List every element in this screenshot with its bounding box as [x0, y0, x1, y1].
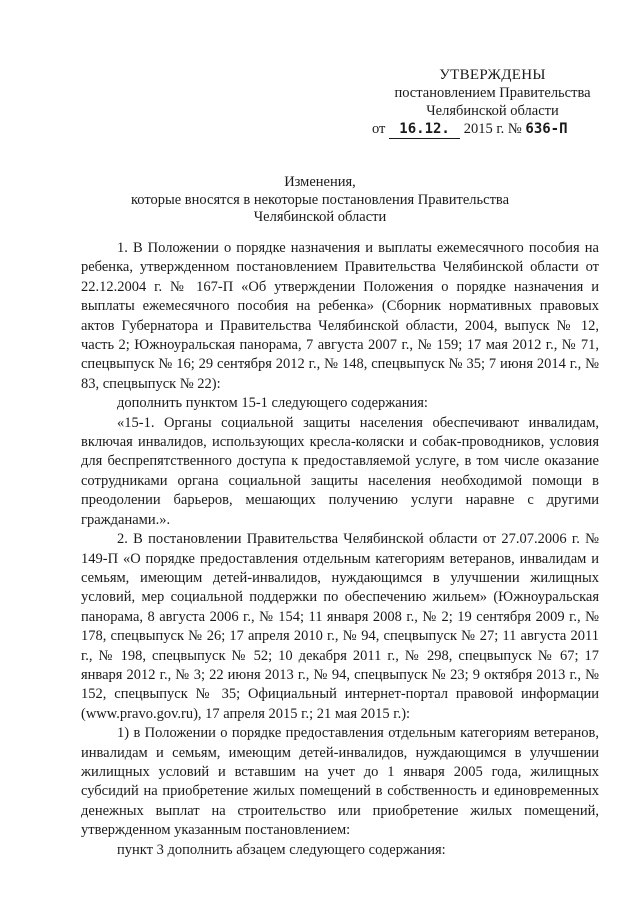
document-body [81, 239, 599, 860]
decree-number: 636-П [525, 121, 568, 137]
date-value: 16.12. [399, 121, 450, 137]
paragraph-5: 1) в Положении о порядке предоставления отдельным категориям ветеранов, инвалидам и семьям, имеющим детей-инвалидов, нуждающимся в улучшении жилищных условий и вставшим на учет до 1 января 2005 года, жилищных субсидий на приобретение жилых помещений в собственность и единовременных денежных выплат на строительство или приобретение жилых помещений, утвержденном указанным постановлением: [81, 725, 599, 839]
paragraph-2: дополнить пунктом 15-1 следующего содержания: [117, 395, 428, 412]
approval-heading: УТВЕРЖДЕНЫ [439, 67, 546, 83]
title-line-1: Изменения, [284, 174, 356, 190]
paragraph-3: «15-1. Органы социальной защиты населения обеспечивают инвалидам, включая инвалидов, использующих кресла-коляски и собак-проводников, условия для беспрепятственного доступа к предоставляемой услуге, в том числе оказание сотрудниками органа социальной защиты населения необходимой помощи в преодолении барьеров, мешающих получению услуги наравне с другими гражданами.». [81, 414, 599, 528]
paragraph-1: 1. В Положении о порядке назначения и выплаты ежемесячного пособия на ребенка, утвержденном постановлением Правительства Челябинской области от 22.12.2004 г. № 167-П «Об утверждении Положения о порядке назначения и выплаты ежемесячного пособия на ребенка» (Сборник нормативных правовых актов Губернатора и Правительства Челябинской области, 2004, выпуск № 12, часть 2; Южноуральская панорама, 7 августа 2007 г., № 159; 17 мая 2012 г., № 71, спецвыпуск № 16; 29 сентября 2012 г., № 148, спецвыпуск № 35; 7 июня 2014 г., № 83, спецвыпуск № 22): [81, 240, 599, 392]
title-line-3: Челябинской области [253, 209, 387, 225]
date-prefix: от [372, 121, 386, 137]
approval-date-row [372, 121, 612, 139]
paragraph-4: 2. В постановлении Правительства Челябинской области от 27.07.2006 г. № 149-П «О порядке предоставления отдельным категориям ветеранов, инвалидам и семьям, имеющим детей-инвалидов, нуждающимся в улучшении жилищных условий, мер социальной поддержки по обеспечению жильем» (Южноуральская панорама, 8 августа 2006 г., № 154; 11 января 2008 г., № 2; 19 сентября 2009 г., № 178, спецвыпуск № 26; 17 апреля 2010 г., № 94, спецвыпуск № 27; 11 августа 2011 г., № 198, спецвыпуск № 52; 10 декабря 2011 г., № 298, спецвыпуск № 67; 17 января 2012 г., № 3; 22 июня 2013 г., № 94, спецвыпуск № 23; 9 октября 2013 г., № 152, спецвыпуск № 35; Официальный интернет-портал правовой информации (www.pravo.gov.ru), 17 апреля 2015 г.; 21 мая 2015 г.): [81, 531, 599, 722]
title-line-2: которые вносятся в некоторые постановления Правительства [130, 191, 510, 208]
year-text: 2015 г. № [463, 121, 522, 137]
approval-line-2: Челябинской области [426, 103, 559, 119]
date-underline [389, 121, 460, 139]
approval-stamp [380, 66, 605, 120]
approval-line-1: постановлением Правительства [394, 85, 591, 101]
document-title [80, 174, 560, 227]
paragraph-6: пункт 3 дополнить абзацем следующего содержания: [117, 841, 446, 858]
